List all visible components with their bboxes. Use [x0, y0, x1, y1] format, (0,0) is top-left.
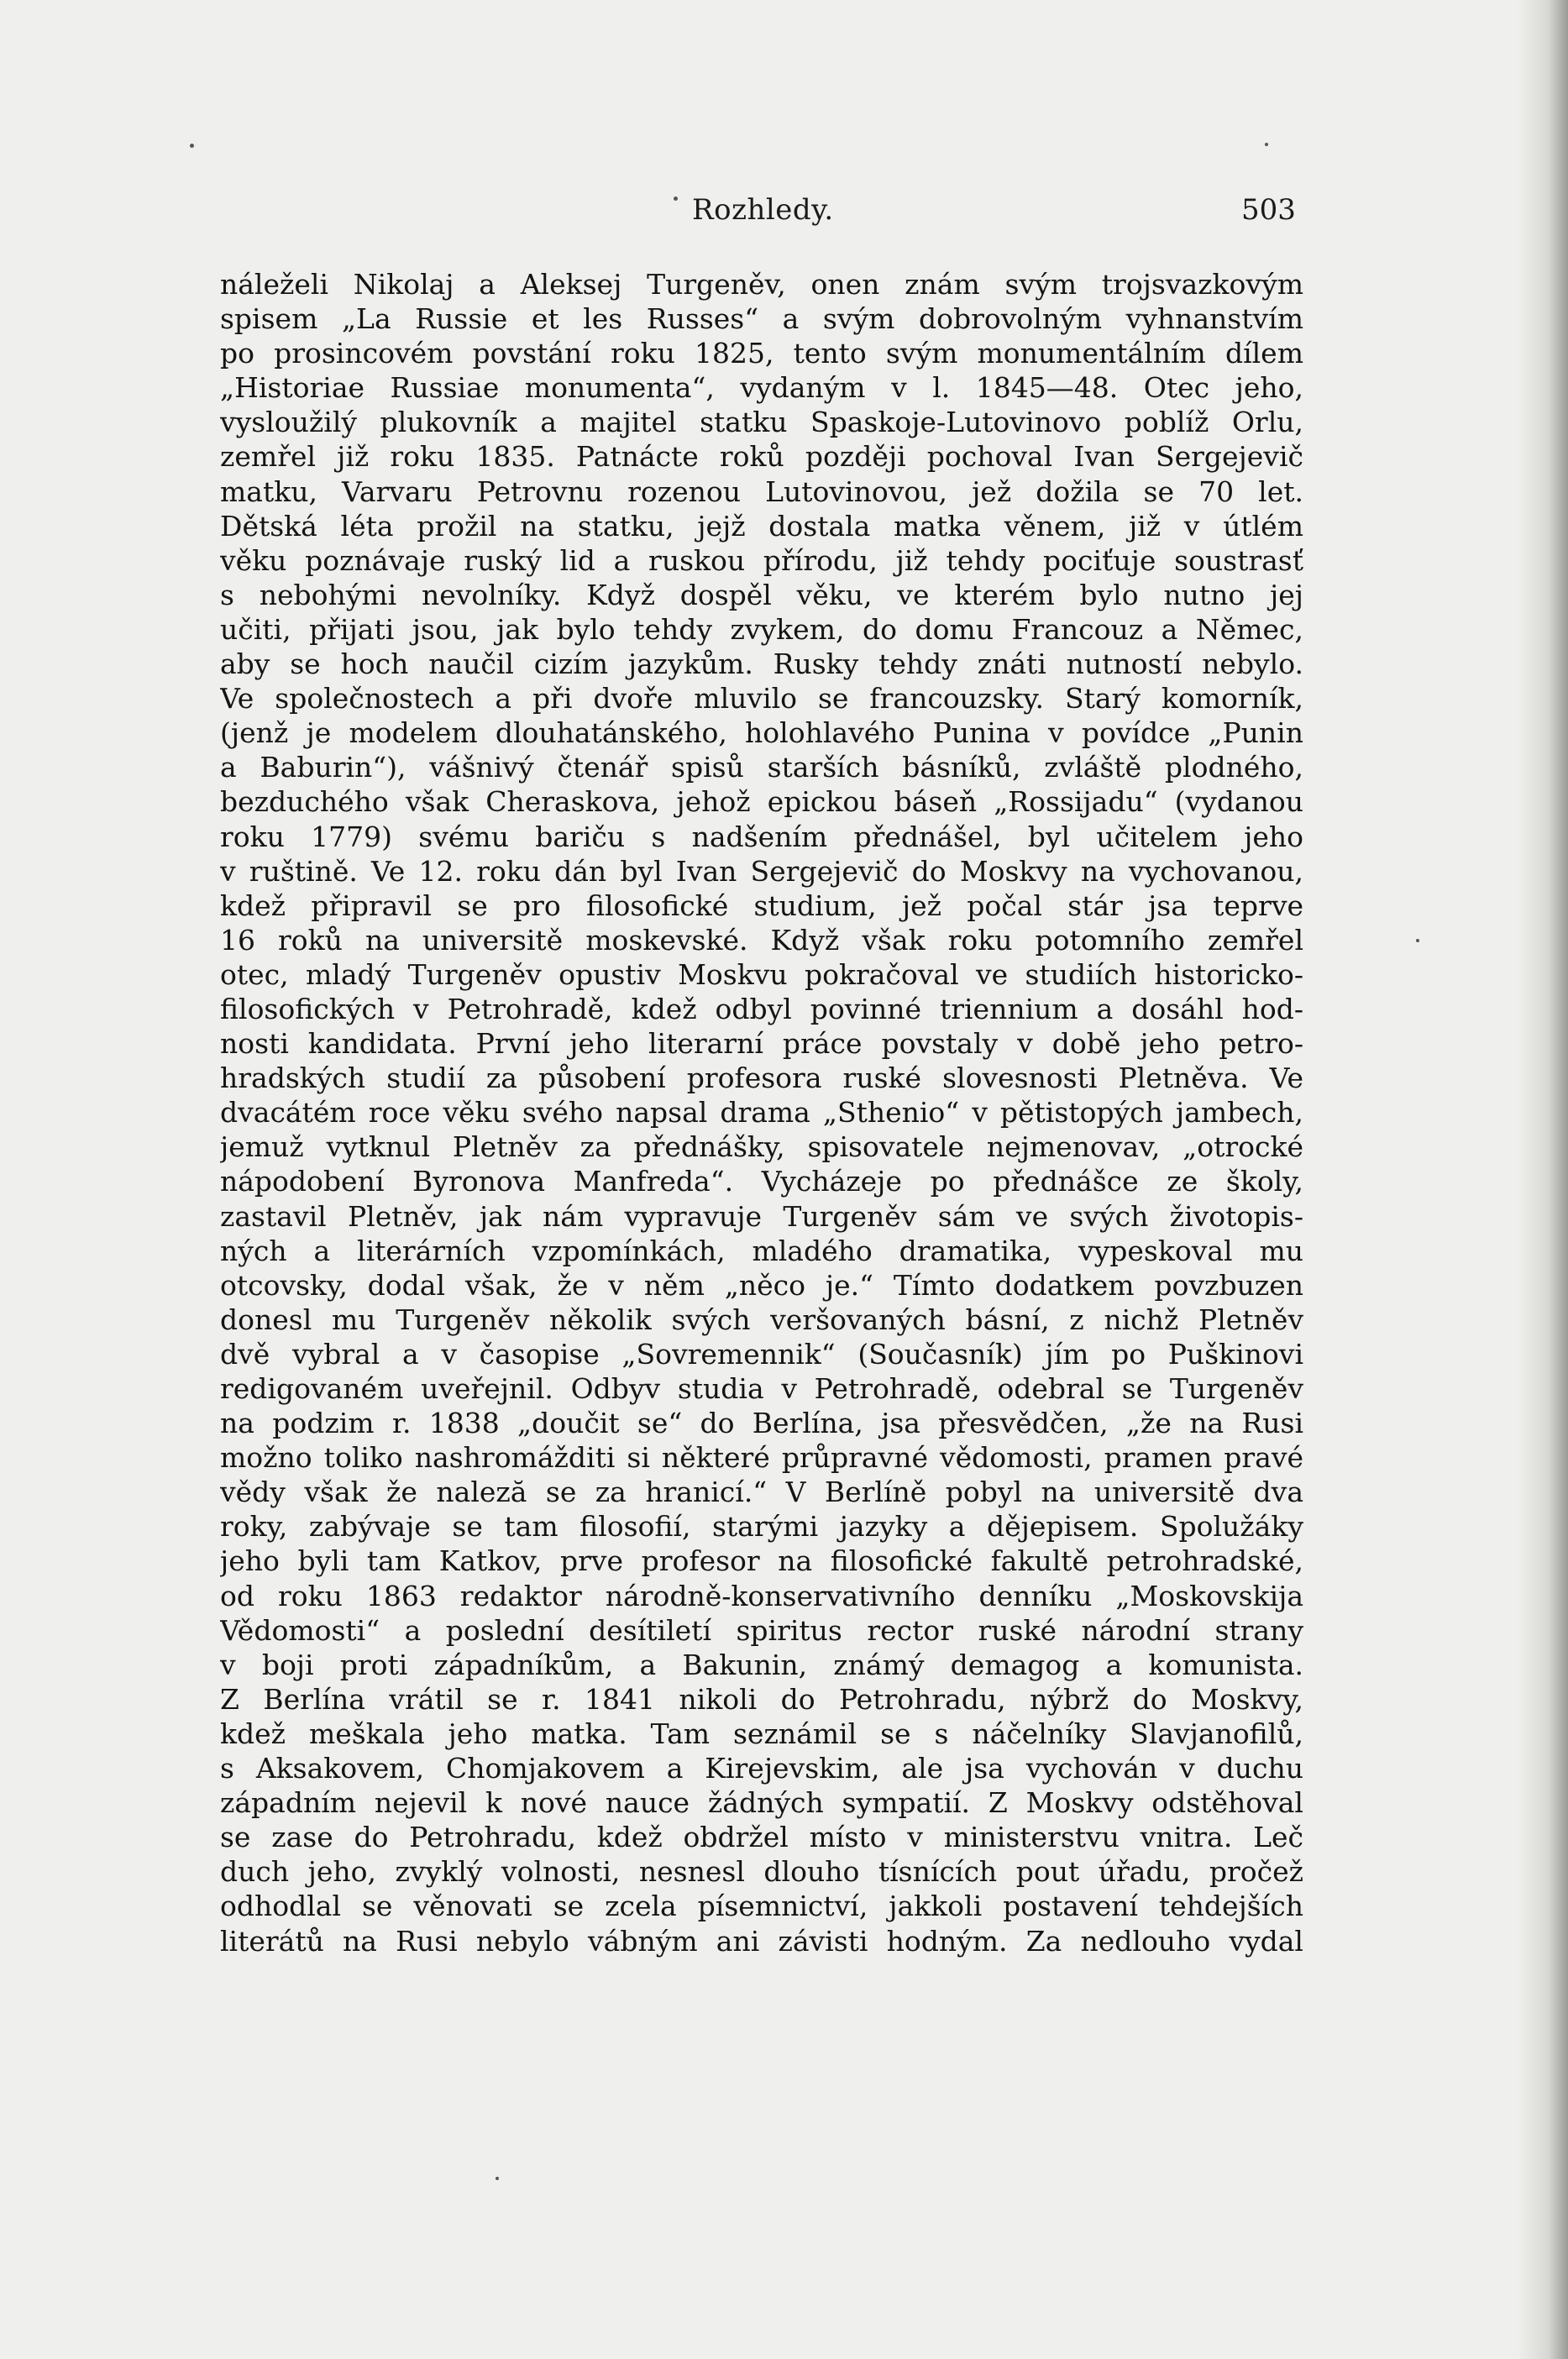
- text-line: Ve společnostech a při dvoře mluvilo se francouzsky. Starý komorník,: [220, 682, 1303, 716]
- text-line: redigovaném uveřejnil. Odbyv studia v Petrohradě, odebral se Turgeněv: [220, 1372, 1303, 1405]
- text-line: (jenž je modelem dlouhatánského, holohlavého Punina v povídce „Punin: [220, 716, 1303, 750]
- text-line: aby se hoch naučil cizím jazykům. Rusky tehdy znáti nutností nebylo.: [220, 647, 1303, 681]
- text-line: Dětská léta prožil na statku, jejž dostala matka věnem, již v útlém: [220, 509, 1303, 543]
- text-line: západním nejevil k nové nauce žádných sympatií. Z Moskvy odstěhoval: [220, 1786, 1303, 1820]
- text-line: od roku 1863 redaktor národně-konservativního denníku „Moskovskija: [220, 1579, 1303, 1612]
- text-line: zastavil Pletněv, jak nám vypravuje Turgeněv sám ve svých životopis-: [220, 1199, 1303, 1233]
- text-line: donesl mu Turgeněv několik svých veršovaných básní, z nichž Pletněv: [220, 1303, 1303, 1336]
- text-line: dvě vybral a v časopise „Sovremennik“ (Současník) jím po Puškinovi: [220, 1337, 1303, 1371]
- text-line: s Aksakovem, Chomjakovem a Kirejevskim, ale jsa vychován v duchu: [220, 1752, 1303, 1785]
- dust-speck: [674, 197, 678, 201]
- text-line: otec, mladý Turgeněv opustiv Moskvu pokračoval ve studiích historicko-: [220, 957, 1303, 991]
- text-line: náleželi Nikolaj a Aleksej Turgeněv, onen znám svým trojsvazkovým: [220, 268, 1303, 301]
- text-line: s nebohými nevolníky. Když dospěl věku, ve kterém bylo nutno jej: [220, 578, 1303, 611]
- text-line: po prosincovém povstání roku 1825, tento svým monumentálním dílem: [220, 337, 1303, 370]
- text-line: zemřel již roku 1835. Patnácte roků později pochoval Ivan Sergejevič: [220, 440, 1303, 474]
- text-line: bezduchého však Cheraskova, jehož epickou báseň „Rossijadu“ (vydanou: [220, 785, 1303, 819]
- text-line: hradských studií za působení profesora ruské slovesnosti Pletněva. Ve: [220, 1062, 1303, 1095]
- text-line: dvacátém roce věku svého napsal drama „Sthenio“ v pětistopých jambech,: [220, 1096, 1303, 1130]
- text-line: spisem „La Russie et les Russes“ a svým dobrovolným vyhnanstvím: [220, 302, 1303, 336]
- body-text: [220, 267, 1303, 1958]
- text-line: na podzim r. 1838 „doučit se“ do Berlína, jsa přesvědčen, „že na Rusi: [220, 1407, 1303, 1440]
- text-line: duch jeho, zvyklý volnosti, nesnesl dlouho tísnících pout úřadu, pročež: [220, 1855, 1303, 1889]
- text-line: v ruštině. Ve 12. roku dán byl Ivan Sergejevič do Moskvy na vychovanou,: [220, 854, 1303, 888]
- text-line: ných a literárních vzpomínkách, mladého dramatika, vypeskoval mu: [220, 1234, 1303, 1267]
- text-line: 16 roků na universitě moskevské. Když však roku potomního zemřel: [220, 923, 1303, 957]
- text-line: roku 1779) svému bariču s nadšením přednášel, byl učitelem jeho: [220, 820, 1303, 853]
- text-line: literátů na Rusi nebylo vábným ani závisti hodným. Za nedlouho vydal: [220, 1924, 1303, 1958]
- text-line: v boji proti západníkům, a Bakunin, známý demagog a komunista.: [220, 1648, 1303, 1681]
- page-edge-shadow: [1518, 0, 1568, 2359]
- text-line: Z Berlína vrátil se r. 1841 nikoli do Petrohradu, nýbrž do Moskvy,: [220, 1682, 1303, 1716]
- text-line: se zase do Petrohradu, kdež obdržel místo v ministerstvu vnitra. Leč: [220, 1821, 1303, 1854]
- text-line: otcovsky, dodal však, že v něm „něco je.“ Tímto dodatkem povzbuzen: [220, 1268, 1303, 1302]
- text-line: nosti kandidata. První jeho literarní práce povstaly v době jeho petro-: [220, 1027, 1303, 1061]
- text-line: učiti, přijati jsou, jak bylo tehdy zvykem, do domu Francouz a Němec,: [220, 612, 1303, 646]
- dust-speck: [496, 2177, 499, 2180]
- text-line: filosofických v Petrohradě, kdež odbyl povinné triennium a dosáhl hod-: [220, 992, 1303, 1025]
- text-line: odhodlal se věnovati se zcela písemnictví, jakkoli postavení tehdejších: [220, 1890, 1303, 1923]
- text-line: kdež připravil se pro filosofické studium, jež počal stár jsa teprve: [220, 889, 1303, 922]
- dust-speck: [1265, 143, 1268, 146]
- dust-speck: [190, 144, 194, 148]
- text-line: matku, Varvaru Petrovnu rozenou Lutovinovou, jež dožila se 70 let.: [220, 474, 1303, 508]
- text-line: jemuž vytknul Pletněv za přednášky, spisovatele nejmenovav, „otrocké: [220, 1130, 1303, 1164]
- dust-speck: [1416, 939, 1419, 942]
- page-number: 503: [1241, 193, 1296, 227]
- text-line: možno toliko nashromážditi si některé průpravné vědomosti, pramen pravé: [220, 1441, 1303, 1475]
- text-line: Vědomosti“ a poslední desítiletí spiritus rector ruské národní strany: [220, 1613, 1303, 1647]
- text-line: roky, zabývaje se tam filosofií, starými jazyky a dějepisem. Spolužáky: [220, 1510, 1303, 1544]
- text-line: nápodobení Byronova Manfreda“. Vycházeje po přednášce ze školy,: [220, 1165, 1303, 1198]
- running-title: Rozhledy.: [692, 193, 834, 227]
- text-line: „Historiae Russiae monumenta“, vydaným v l. 1845—48. Otec jeho,: [220, 371, 1303, 405]
- text-line: kdež meškala jeho matka. Tam seznámil se s náčelníky Slavjanofilů,: [220, 1717, 1303, 1750]
- text-line: a Baburin“), vášnivý čtenář spisů starších básníků, zvláště plodného,: [220, 751, 1303, 784]
- text-line: jeho byli tam Katkov, prve profesor na filosofické fakultě petrohradské,: [220, 1544, 1303, 1578]
- text-line: vysloužilý plukovník a majitel statku Spaskoje-Lutovinovo poblíž Orlu,: [220, 406, 1303, 439]
- text-line: vědy však že naleză se za hranicí.“ V Berlíně pobyl na universitě dva: [220, 1476, 1303, 1509]
- text-line: věku poznávaje ruský lid a ruskou přírodu, již tehdy pociťuje soustrasť: [220, 543, 1303, 577]
